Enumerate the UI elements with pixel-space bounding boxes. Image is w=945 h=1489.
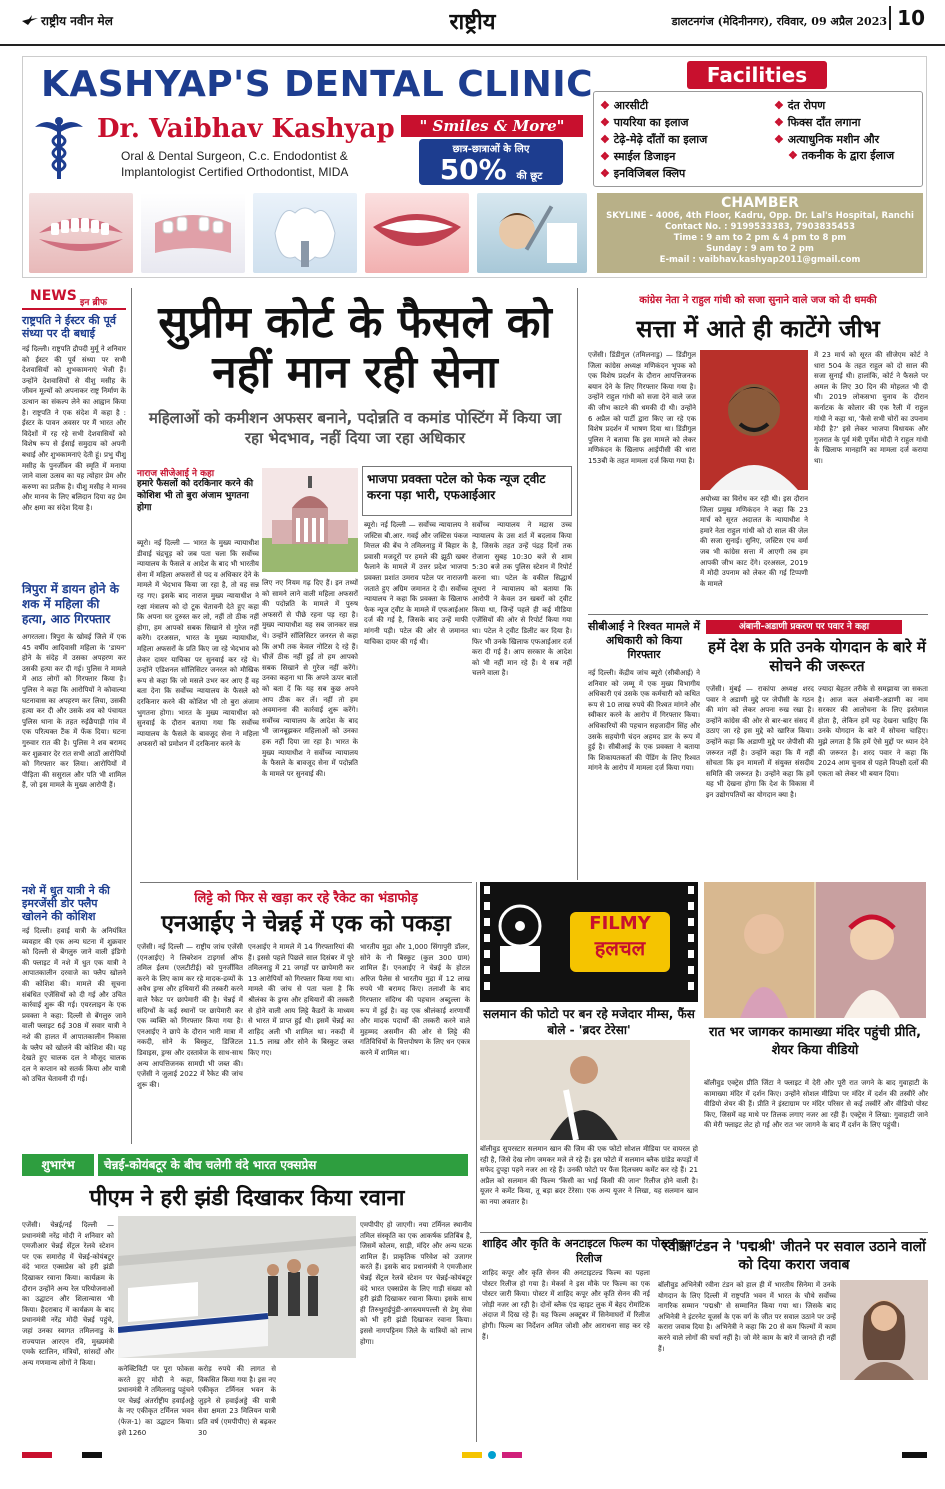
divider — [588, 614, 928, 615]
lead-kicker: नाराज सीजेआई ने कहा — [137, 469, 215, 479]
brief-body: अगरतला। त्रिपुरा के खोवई जिले में एक 45 वर्षीय आदिवासी महिला के 'डायन' होने के संदेह में उसका अपहरण कर उसकी हत्या कर दी गई। पुलिस ने मामले में आठ लोगों को गिरफ्तार किया है। पुलिस ने कहा कि आरोपियों ने कोवाल्या घटनावास का अपहरण कर लिया, उसकी हत्या कर दी और उसके शव को पंचायत पुलिस थाना के तहत रुईछैपाड़ी गांव में एक परित्यक्त टैंक में फेंक दिया। घटना गुरुवार रात की है। पुलिस ने शव बरामद कर शुक्रवार देर रात सभी आठों आरोपियों को गिरफ्तार कर लिया। आरोपियों में पीड़िता की ससुराल और पति भी शामिल हैं, जो इस मामले के मुख्य आरोपी हैं। — [22, 633, 126, 790]
facility-item: ❖ टेढ़े-मेढ़े दाँतों का इलाज — [600, 132, 707, 147]
rahul-body: अयोध्या का विरोध कर रही थी। इस दौरान जिला प्रमुख मणिकंदन ने कहा कि 23 मार्च को सूरत अदालत के न्यायाधीश ने हमारे नेता राहुल गांधी को दो साल की जेल की सजा सुनाई। सुनिए, जस्टिस एच वर्मा जब भी कांग्रेस सत्ता में आएगी तब हम आपकी जीभ काट देंगे। दरअसल, 2019 में मोदी उपनाम को लेकर की गई टिप्पणी के मामले — [700, 495, 808, 588]
preity-body: बॉलीवुड एक्ट्रेस प्रीति जिंटा ने फ्लाइट में देरी और पूरी रात जगने के बाद गुवाहाटी के कामाख्या मंदिर में दर्शन किए। उन्होंने सोशल मीडिया पर मंदिर में दर्शन की तस्वीरें और वीडियो शेयर की हैं। प्रीति ने इंस्टाग्राम पर मंदिर परिसर से कई तस्वीरें और वीडियो पोस्ट किए, जिसमें वह माथे पर तिलक लगाए नजर आ रही हैं। एक्ट्रेस ने लिखा: गुवाहाटी जाने की मेरी फ्लाइट लेट हो गई और रात भर जागने के बाद मैं दर्शन के लिए पहुंची। — [704, 1079, 928, 1130]
facilities-title: Facilities — [687, 61, 827, 89]
brief-headline: त्रिपुरा में डायन होने के शक में महिला की हत्या, आठ गिरफ्तार — [22, 582, 119, 626]
adani-body: ज्यादा बेहतर तरीके से समझाया जा सकता है। आज कल अंबानी-अडाणी का नाम सरकार की आलोचना के लिए इस्तेमाल होता है, लेकिन हमें यह देखना चाहिए कि उनके योगदान के बारे में सोचना चाहिए। मुझे लगता है कि हमें ऐसे मुद्दों पर ध्यान देने की जरूरत है। शरद पवार ने कहा कि 2024 आम चुनाव से पहले विपक्षी दलों की एकता को लेकर भी बयान दिया। — [818, 685, 928, 778]
section-tag: शुभारंभ — [22, 1154, 94, 1176]
divider — [22, 308, 126, 310]
adani-headline: हमें देश के प्रति उनके योगदान के बारे में सोचने की जरूरत — [708, 638, 926, 675]
column-rule — [131, 288, 132, 1144]
rahul-kicker: कांग्रेस नेता ने राहुल गांधी को सजा सुनाने वाले जज को दी धमकी — [639, 295, 877, 306]
chamber-address: SKYLINE - 4006, 4th Floor, Kadru, Opp. Dr. Lal's Hospital, Ranchi — [606, 211, 914, 221]
nia-body: भारतीय मुद्रा और 1,000 सिंगापुरी डॉलर, सोने के नौ बिस्कुट (कुल 300 ग्राम) शामिल हैं। एनआईए ने चेन्नई के होटल अरिज पैलेस से भारतीय मुद्रा में 12 लाख रुपये भी बरामद किए। तलाशी के बाद गिरफ्तार संदिग्ध की पहचान अब्दुल्ला के रूप में हुई है। वह एक श्रीलंकाई शरणार्थी और मादक पदार्थों की तस्करी करने वाले मुहम्मद असमीन की ओर से लिट्टे की गतिविधियों के वित्तपोषण के लिए धन एकत्र करने में शामिल था। — [360, 943, 470, 1057]
vande-headline: पीएम ने हरी झंडी दिखाकर किया रवाना — [89, 1186, 405, 1211]
chamber-email: E-mail : vaibhav.kashyap2011@gmail.com — [659, 255, 861, 265]
nia-body: एनआईए ने मामले में 14 गिरफ्तारियां की हैं। इससे पहले पिछले साल दिसंबर में पूरे तमिलनाडु में 21 जगहों पर छापेमारी कर 13 आरोपियों को गिरफ्तार किया गया था। मामले की जांच से पता चला है कि श्रीलंका के ड्रग्स और हथियारों की तस्करी से होने वाली आय लिट्टे कैडरों के माध्यम से भारत में प्राप्त हुई थी। इसमें चेन्नई का शाहिद अली भी शामिल था। नकदी में 11.5 लाख और सोने के बिस्कुट जब्त किए गए। — [248, 943, 354, 1057]
facility-item: ❖ फिक्स दाँत लगाना — [774, 115, 860, 130]
implant-photo — [141, 193, 245, 273]
masthead — [0, 0, 945, 46]
vande-body: एजेंसी। चेन्नई/नई दिल्ली — प्रधानमंत्री नरेंद्र मोदी ने शनिवार को एमजीआर चेन्नई सेंट्रल रेलवे स्टेशन पर एक समारोह में चेन्नई-कोयंबटूर वंदे भारत एक्सप्रेस को हरी झंडी दिखाकर रवाना किया। कार्यक्रम के दौरान उन्होंने अन्य रेल परियोजनाओं का उद्घाटन और शिलान्यास भी किया। हैदराबाद में कार्यक्रम के बाद प्रधानमंत्री नरेंद्र मोदी चेन्नई पहुंचे, जहां उनका स्वागत तमिलनाडु के राज्यपाल आरएन रवि, मुख्यमंत्री एमके स्टालिन, मंत्रियों, सांसदों और अन्य गणमान्य लोगों ने किया। — [22, 1221, 114, 1367]
chamber-sunday: Sunday : 9 am to 2 pm — [706, 244, 814, 254]
facilities-list — [593, 91, 923, 187]
rahul-body: एजेंसी। डिंडीगुल (तमिलनाडु) — डिंडीगुल जिला कांग्रेस अध्यक्ष मणिकंदन भूपक को एक विशेष प्रदर्शन के दौरान आपत्तिजनक बयान देने के लिए गिरफ्तार किया गया है। उन्होंने राहुल गांधी को सजा देने वाले जज की जीभ काटने की धमकी दी थी। उन्होंने 6 अप्रैल को पार्टी द्वारा किए जा रहे एक विशेष प्रदर्शन में भाषण दिया था। डिंडीगुल पुलिस ने बताया कि इस मामले को लेकर मणिकंदन के खिलाफ आईपीसी की धारा 153बी के तहत मामला दर्ज किया गया है। — [588, 351, 696, 465]
dentures-photo — [29, 193, 133, 273]
preity-headline: रात भर जागकर कामाख्या मंदिर पहुंची प्रीति, शेयर किया वीडियो — [708, 1025, 922, 1058]
page-number: 10 — [889, 6, 925, 30]
bjp-body: ब्यूरो। नई दिल्ली — सर्वोच्च न्यायालय ने जस्टिस बी.आर. गवई और जस्टिस पंकज मित्तल की बेंच ने तमिलनाडु में बिहार के प्रवासी मजदूरों पर हमले की झूठी खबर फैलाने के मामले में उत्तर प्रदेश भाजपा प्रवक्ता प्रशांत उमराव पटेल पर नाराजगी जताते हुए अग्रिम जमानत दे दी। सर्वोच्च न्यायालय ने कहा कि प्रवक्ता के खिलाफ फेक न्यूज ट्वीट के मामले में एफआईआर दर्ज की गई है, जिसके बाद उन्हें माफी मांगनी पड़ी। पटेल की ओर से जमानत याचिका दायर की गई थी। — [364, 521, 468, 646]
rahul-body: में 23 मार्च को सूरत की सीजेएम कोर्ट ने धारा 504 के तहत राहुल को दो साल की सजा सुनाई थी। हालांकि, कोर्ट ने फैसले पर अमल के लिए 30 दिन की मोहलत भी दी थी। 2019 लोकसभा चुनाव के दौरान कर्नाटक के कोलार की एक रैली में राहुल गांधी ने कहा था, 'कैसे सभी चोरों का उपनाम मोदी है?' इसे लेकर भाजपा विधायक और गुजरात के पूर्व मंत्री पूर्णेश मोदी ने राहुल गांधी के खिलाफ मानहानि का मामला दर्ज कराया था। — [814, 351, 928, 465]
shahid-body: शाहिद कपूर और कृति सेनन की अनटाइटल्ड फिल्म का पहला पोस्टर रिलीज हो गया है। मेकर्स ने इस मौके पर फिल्म का एक पोस्टर जारी किया। पोस्टर में शाहिद कपूर और कृति सेनन की नई जोड़ी नजर आ रही है। दोनों ब्लैक एंड व्हाइट लुक में बेहद रोमांटिक अंदाज में दिख रहे हैं। यह फिल्म अक्टूबर में सिनेमाघरों में रिलीज होगी। फिल्म का निर्देशन अमित जोशी और आराधना साह कर रहे हैं। — [482, 1269, 650, 1341]
chamber-info — [597, 193, 923, 273]
facility-item: ❖ इनविजिबल क्लिप — [600, 166, 685, 181]
lead-headline: सुप्रीम कोर्ट के फैसले को नहीं मान रही सेना — [158, 297, 552, 398]
vande-body: कनेक्टिविटी पर पूरा फोकस करते हुए मोदी ने कहा, प्रधानमंत्री ने तमिलनाडु पहुंचने पर चेन्नई अंतर्राष्ट्रीय हवाईअड्डे के नए एकीकृत टर्मिनल भवन (फेज-1) का उद्घाटन किया। इसे 1260 — [118, 1365, 194, 1437]
nia-headline: एनआईए ने चेन्नई में एक को पकड़ा — [161, 911, 451, 937]
lead-body: ब्यूरो। नई दिल्ली — भारत के मुख्य न्यायाधीश डीवाई चंद्रचूड़ को जब पता चला कि सर्वोच्च न्यायालय के फैसले व आदेश के बाद भी भारतीय सेना में महिला अफसरों से पद व अधिकार देने के मामले में भेदभाव किया जा रहा है, तो वह सन्न रह गए। इसके बाद नाराज मुख्य न्यायाधीश ने रक्षा मंत्रालय को दो टूक चेतावनी देते हुए कहा कि अपना घर दुरुस्त कर लो, नहीं तो ठीक नहीं होगा, हम आपको सबक सिखाने से गुरेज नहीं करेंगे। दरअसल, भारत के मुख्य न्यायाधीश, महिला अफसरों के प्रति किए जा रहे भेदभाव को लेकर दायर याचिका पर सुनवाई कर रहे थे। उन्होंने एडिशनल सॉलिसिटर जनरल को मौखिक रूप से कहा कि जो मसले उभर कर आए हैं वह बता देना कि सर्वोच्च न्यायालय के फैसले को दरकिनार करने की कोशिश भी तो बुरा अंजाम भुगतना होगा। भारत के मुख्य न्यायाधीश को सुनवाई के दौरान बताया गया कि सर्वोच्च न्यायालय के फैसले के बावजूद सेना ने महिला अफसरों को प्रमोशन में दरकिनार करने के — [137, 539, 259, 749]
rahul-headline: सत्ता में आते ही काटेंगे जीभ — [636, 315, 880, 343]
filmy-logo-bottom: हलचल — [594, 936, 646, 960]
divider — [140, 882, 472, 883]
doctor-name: Dr. Vaibhav Kashyap — [97, 114, 395, 144]
raveena-headline: रवीना टंडन ने 'पद्मश्री' जीतने पर सवाल उठाने वालों को दिया करारा जवाब — [662, 1239, 926, 1273]
implant-model-photo — [253, 193, 357, 273]
vande-body: करोड़ रुपये की लागत से विकसित किया गया है। इस नए एकीकृत टर्मिनल भवन के जुड़ने से हवाईअड्डे की यात्री सेवा क्षमता 23 मिलियन यात्री प्रति वर्ष (एमपीपीए) से बढ़कर 30 — [198, 1365, 276, 1437]
preity-temple-photo — [704, 882, 926, 1018]
congress-leader-photo — [700, 350, 808, 490]
facility-item-continued: ❖ तकनीक के द्वारा ईलाज — [788, 148, 894, 163]
facility-item: ❖ दंत रोपण — [774, 98, 825, 113]
raveena-photo — [840, 1280, 928, 1380]
cbi-body: नई दिल्ली। केंद्रीय जांच ब्यूरो (सीबीआई) ने शनिवार को जम्मू में एक मुख्य विभागीय अधिकारी एवं उसके एक कर्मचारी को कथित रूप से 10 लाख रुपये की रिश्वत मांगने और स्वीकार करने के आरोप में गिरफ्तार किया। अधिकारियों की पहचान सहजादीन सिंह और उसके सहयोगी चंदन अहमद डार के रूप में हुई है। सीबीआई के एक प्रवक्ता ने बताया कि शिकायतकर्ता की पेंडिंग के लिए रिश्वत मांगने के आरोप में मामला दर्ज किया गया। — [588, 669, 700, 773]
facility-item: ❖ अत्याधुनिक मशीन और — [774, 132, 879, 147]
brief-body: नई दिल्ली। हवाई यात्री के अनियंत्रित व्यवहार की एक अन्य घटना में शुक्रवार को दिल्ली से बेंगलुरु जाने वाली इंडिगो की फ्लाइट में नशे में धुत एक यात्री ने आपातकालीन दरवाजे का फ्लैप खोलने की कोशिश की। मामले की सूचना संबंधित एजेंसियों को दी गई और उचित कार्रवाई शुरू की गई। एयरलाइन के एक प्रवक्ता ने कहा: दिल्ली से बेंगलुरु जाने वाली फ्लाइट 6ई 308 में सवार यात्री ने नशे की हालत में आपातकालीन निकास के फ्लैप को खोलने की कोशिश की। यह देखते हुए चालक दल ने मौजूद चालक दल ने कप्तान को सतर्क किया और यात्री को उचित चेतावनी दी गई। — [22, 927, 126, 1084]
facility-item: ❖ पायरिया का इलाज — [600, 115, 689, 130]
column-rule — [577, 288, 578, 880]
patient-checkup-photo — [477, 193, 587, 273]
bjp-headline: भाजपा प्रवक्ता पटेल को फेक न्यूज ट्वीट करना पड़ा भारी, एफआईआर — [367, 472, 546, 502]
nia-kicker: लिट्टे को फिर से खड़ा कर रहे रैकेट का भंडाफोड़ — [194, 891, 418, 906]
discount-percent: 50% — [439, 153, 507, 186]
vande-body: एमपीपीए हो जाएगी। नया टर्मिनल स्थानीय तमिल संस्कृति का एक आकर्षक प्रतिबिंब है, जिसमें कोलम, साड़ी, मंदिर और अन्य घटक शामिल हैं। प्राकृतिक परिवेश को उजागर करते हैं। इसके बाद प्रधानमंत्री ने एमजीआर चेन्नई सेंट्रल रेलवे स्टेशन पर चेन्नई-कोयंबटूर वंदे भारत एक्सप्रेस के लिए गाड़ी संख्या को हरी झंडी दिखाकर रवाना किया। इसके साथ ही तिरुथुराईपुंडी-अगस्त्यमपल्ली से डेमू सेवा को भी हरी झंडी दिखाकर रवाना किया। इससे नागपट्टिनम जिले के यात्रियों को लाभ होगा। — [360, 1221, 472, 1346]
lead-quote: हमारे फैसलों को दरकिनार करने की कोशिश भी तो बुरा अंजाम भुगतना होगा — [137, 479, 254, 513]
vande-bharat-photo — [118, 1216, 356, 1358]
paper-name: राष्ट्रीय नवीन मेल — [41, 14, 113, 28]
raveena-body: बॉलीवुड अभिनेत्री रवीना टंडन को हाल ही में भारतीय सिनेमा में उनके योगदान के लिए दिल्ली में राष्ट्रपति भवन में भारत के चौथे सर्वोच्च नागरिक सम्मान 'पद्मश्री' से सम्मानित किया गया था। जिसके बाद अभिनेत्री ने इंटरनेट यूजर्स के एक वर्ग के जीत पर सवाल उठाने पर उन्हें करारा जवाब दिया है। अभिनेत्री ने कहा कि 20 से कम फिल्मों में काम करने वाले लोगों की चर्चा नहीं है। जो मेरे काम के बारे में जानते ही नहीं हैं। — [658, 1281, 836, 1353]
caduceus-icon — [31, 113, 87, 183]
smile-photo — [365, 193, 469, 273]
salman-gym-photo — [480, 1040, 690, 1140]
filmy-halchal-logo — [570, 912, 670, 972]
salman-headline: सलमान की फोटो पर बन रहे मजेदार मीम्स, फैंस बोले - 'ब्रदर टेरेसा' — [483, 1007, 695, 1037]
ad-tagline: " Smiles & More" — [401, 115, 583, 137]
chamber-time: Time : 9 am to 2 pm & 4 pm to 8 pm — [673, 233, 847, 243]
discount-suffix: की छूट — [516, 171, 543, 182]
clinic-name: KASHYAP'S DENTAL CLINIC — [41, 64, 594, 105]
salman-body: बॉलीवुड सुपरस्टार सलमान खान की जिम की एक फोटो सोशल मीडिया पर वायरल हो रही है, जिसे देख लोग जमकर मजे ले रहे हैं। इस फोटो में सलमान ब्लैक ग्रांडेड कपड़ों में सफेद दुपट्टा पहने नजर आ रहे हैं। उनकी फोटो पर फैंस दिलचस्प कमेंट कर रहे हैं। 21 अप्रैल को सलमान की फिल्म 'किसी का भाई किसी की जान' रिलीज होने वाली है। यूजर ने कमेंट किया, तू बड़ा ब्रदर टेरेसा। एक अन्य यूजर ने लिखा, यह सलमान खान का नया अवतार है। — [480, 1145, 698, 1206]
bjp-story-box — [362, 466, 572, 516]
cbi-headline: सीबीआई ने रिश्वत मामले में अधिकारी को किया गिरफ्तार — [588, 620, 700, 661]
filmy-logo-top: FILMY — [589, 913, 651, 934]
nia-body: एजेंसी। नई दिल्ली — राष्ट्रीय जांच एजेंसी (एनआईए) ने लिबरेशन टाइगर्स ऑफ तमिल ईलम (एलटीटीई) को पुनर्जीवित करने के लिए काम कर रहे मादक-द्रव्यों के अवैध ड्रग्स और हथियारों की तस्करी करने वाले रैकेट पर छापेमारी की है। चेन्नई में संदिग्धों के कई स्थानों पर छापेमारी कर एक व्यक्ति को गिरफ्तार किया गया है। एनआईए ने छापे के दौरान भारी मात्रा में नकदी, सोने के बिस्कुट, डिजिटल डिवाइस, ड्रग्स और दस्तावेज के साथ-साथ अन्य आपत्तिजनक सामग्री भी जब्त की। एजेंसी ने जुलाई 2022 में रैकेट की जांच शुरू की। — [137, 943, 243, 1089]
doctor-qualification-1: Oral & Dental Surgeon, C.c. Endodontist & — [121, 149, 348, 163]
bjp-body: सर्वोच्च न्यायालय ने मद्रास उच्च न्यायालय के उस शर्त में बदलाव किया है, जिसके तहत उन्हें पंद्रह दिनों तक रोजाना सुबह 10:30 बजे से शाम 5:30 बजे तक पुलिस स्टेशन में रिपोर्ट करना था। पटेल के वकील सिद्धार्थ लूथरा ने न्यायालय को बताया कि आरोपी ने केवल उन खबरों को ट्वीट किया था, जिन्हें पहले ही कई मीडिया एजेंसियों की ओर से रिपोर्ट किया गया था। पटेल ने ट्वीट डिलीट कर दिया है। फिर भी उनके खिलाफ एफआईआर दर्ज करा दी गई है। आप सरकार के आदेश को भी नहीं मान रहे हैं। ये सब नहीं चलने वाला है। — [472, 521, 572, 678]
brief-headline: नशे में धुत यात्री ने की इमरजेंसी डोर फ्लैप खोलने की कोशिश — [22, 884, 110, 923]
discount-badge — [419, 139, 563, 185]
chamber-contact: Contact No. : 9199533383, 7903835453 — [665, 222, 855, 232]
news-label: NEWS — [30, 288, 77, 304]
dental-photos — [29, 193, 589, 273]
supreme-court-photo — [262, 468, 358, 572]
adani-kicker: अंबानी-अडाणी प्रकरण पर पवार ने कहा — [706, 620, 902, 634]
facility-item: ❖ आरसीटी — [600, 98, 648, 113]
divider — [480, 1232, 928, 1233]
adani-body: एजेंसी। मुंबई — राकांपा अध्यक्ष शरद पवार ने अडाणी मुद्दे पर जेपीसी के गठन की मांग को लेकर अपना रुख रखा है। उन्होंने कांग्रेस की ओर से बार-बार संसद में उठाए जा रहे इस मुद्दे को खारिज किया। उन्होंने कहा कि अडाणी मुद्दे पर जेपीसी की जरूरत नहीं है। उन्होंने कहा कि मैं नहीं सोचता कि इन मामलों में संयुक्त संसदीय समिति की जरूरत है। उन्होंने कहा कि हमें यह भी देखना होगा कि देश के विकास में इन उद्योगपतियों का योगदान क्या है। — [706, 685, 814, 799]
news-sub-label: इन ब्रीफ — [80, 298, 107, 308]
facility-item: ❖ स्माईल डिजाइन — [600, 149, 675, 164]
chamber-title: CHAMBER — [721, 195, 799, 211]
brief-headline: राष्ट्रपति ने ईस्टर की पूर्व संध्या पर दी बधाई — [22, 314, 116, 340]
discount-label: छात्र-छात्राओं के लिए — [452, 144, 530, 155]
doctor-qualification-2: Implantologist Certified Orthodontist, MIDA — [121, 165, 349, 179]
vande-kicker: चेन्नई-कोयंबटूर के बीच चलेगी वंदे भारत एक्सप्रेस — [98, 1154, 468, 1176]
lead-body: लिए नए नियम गढ़ दिए हैं। इन तथ्यों को सामने लाने वाली महिला अफसरों की पदोन्नति के मामले में पुरुष अफसरों से पीछे रहना पड़ रहा है। मुख्य न्यायाधीश यह सब जानकर सन्न थे। उन्होंने सॉलिसिटर जनरल से कहा कि अभी तक केवल नोटिस दे रहे हैं। चीजें ठीक नहीं हुईं तो हम आपको सबक सिखाने से गुरेज नहीं करेंगे। उनका कहना था कि अपने ऊपर बातों को बता दें कि यह सब कुछ अपने आप ठीक कर लें। नहीं तो हम अवमानना की कार्रवाई शुरू करेंगे। सर्वोच्च न्यायालय के आदेश के बाद भी जानबूझकर महिलाओं को उनका हक नहीं दिया जा रहा है। भारत के मुख्य न्यायाधीश ने सर्वोच्च न्यायालय के फैसले के बावजूद सेना में पदोन्नति के मामले पर सुनवाई की। — [262, 579, 358, 778]
dental-clinic-ad — [22, 56, 927, 278]
section-title: राष्ट्रीय — [449, 9, 496, 35]
print-color-bar — [22, 1450, 927, 1460]
dateline: डालटनगंज (मेदिनीनगर), रविवार, 09 अप्रैल 2023 — [671, 15, 887, 28]
column-rule — [476, 882, 477, 1442]
lead-subheadline: महिलाओं को कमीशन अफसर बनाने, पदोन्नति व कमांड पोस्टिंग में किया जा रहा भेदभाव, नहीं दिया जा रहा अधिकार — [148, 409, 562, 447]
shahid-headline: शाहिद और कृति के अनटाइटल फिल्म का पोस्टर हुआ रिलीज — [482, 1237, 696, 1265]
brief-body: नई दिल्ली। राष्ट्रपति द्रौपदी मुर्मू ने शनिवार को ईस्टर की पूर्व संध्या पर सभी देशवासियों को शुभकामनाएं भेजी हैं। उन्होंने देशवासियों से यीशु मसीह के जीवन मूल्यों को अपनाकर राष्ट्र निर्माण के उत्थान का संकल्प लेने का आह्वान किया है। राष्ट्रपति ने एक संदेश में कहा है : ईस्टर के पावन अवसर पर मैं भारत और विदेशों में रह रहे सभी देशवासियों को विशेष रूप से ईसाई समुदाय को अपनी बधाई और शुभकामनाएं देती हूं। प्रभु यीशु मसीह के पुनर्जीवन की स्मृति में मनाया जाने वाला उत्सव का यह त्योहार प्रेम और करुणा का प्रतीक है। यीशु मसीह ने मानव और मानव के लिए बलिदान दिया वह प्रेम और क्षमा का संदेश दिया है। — [22, 345, 126, 512]
